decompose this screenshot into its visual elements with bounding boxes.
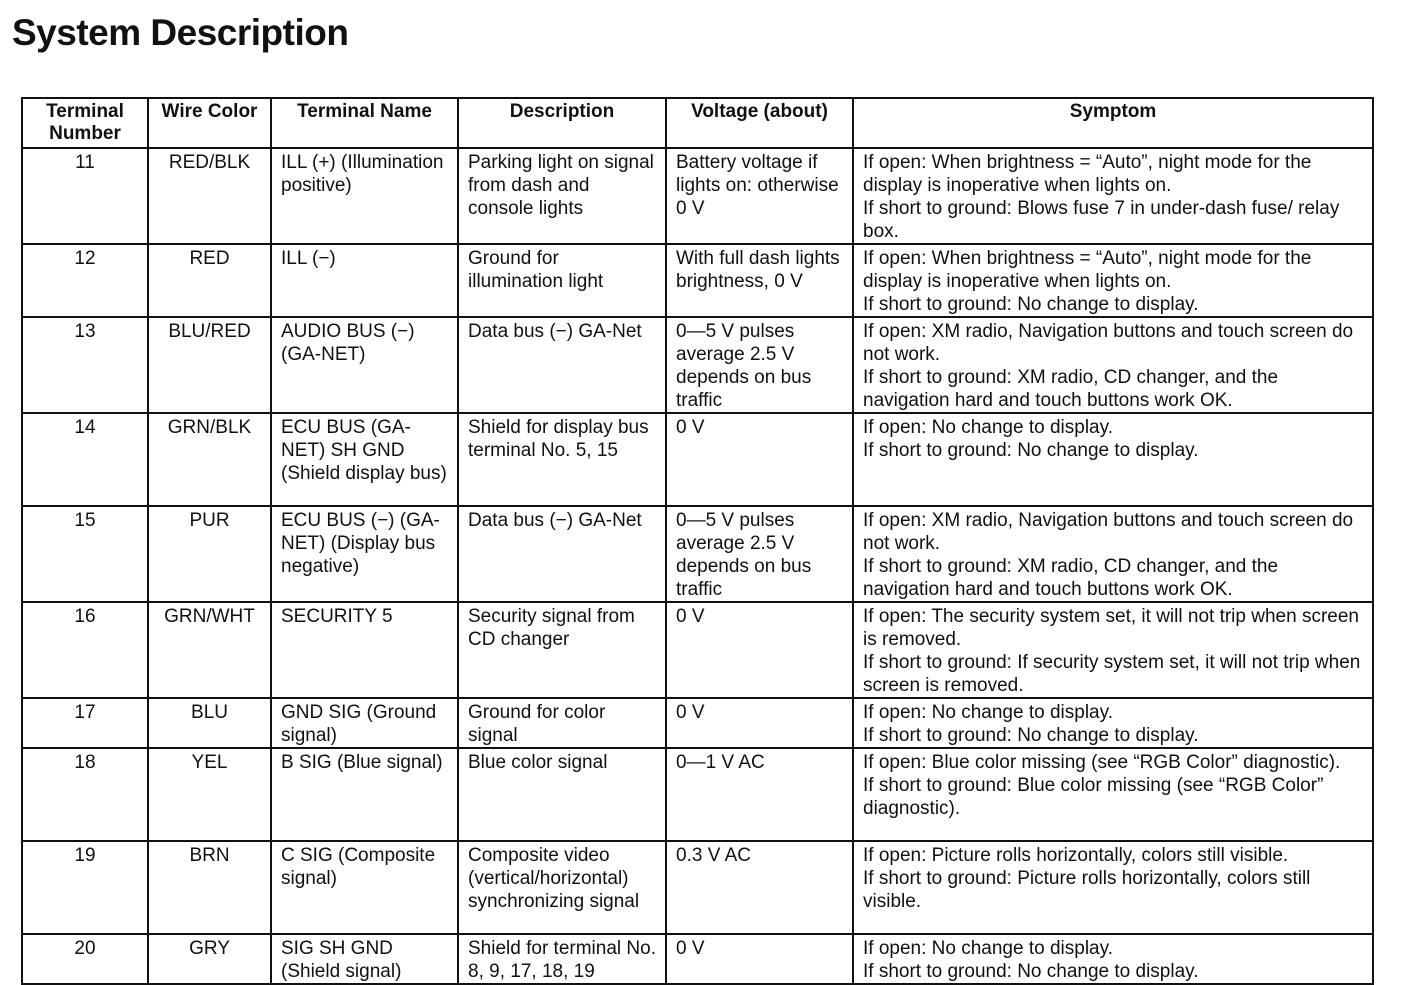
- terminal-name-cell: ILL (+) (Illumination positive): [271, 148, 458, 244]
- voltage-cell: 0—5 V pulses average 2.5 V depends on bus traffic: [666, 506, 853, 602]
- table-row: [22, 244, 1373, 317]
- symptom-cell: [853, 317, 1373, 413]
- symptom-if-short: If short to ground: Blows fuse 7 in under-dash fuse/ relay box.: [863, 198, 1340, 242]
- symptom-if-short: If short to ground: No change to display.: [863, 294, 1199, 315]
- voltage-cell: 0 V: [666, 602, 853, 698]
- terminal-number-cell: 14: [22, 413, 148, 506]
- symptom-if-open: If open: When brightness = “Auto”, night mode for the display is inoperative when lights on.: [863, 248, 1312, 292]
- symptom-if-open: If open: Picture rolls horizontally, colors still visible.: [863, 845, 1289, 866]
- symptom-if-open: If open: No change to display.: [863, 417, 1113, 438]
- symptom-if-open: If open: The security system set, it will not trip when screen is removed.: [863, 606, 1359, 650]
- terminal-name-cell: SIG SH GND (Shield signal): [271, 934, 458, 984]
- terminal-number-cell: 15: [22, 506, 148, 602]
- terminal-name-cell: ECU BUS (GA-NET) SH GND (Shield display bus): [271, 413, 458, 506]
- table-row: [22, 841, 1373, 934]
- header-voltage: Voltage (about): [666, 98, 853, 148]
- description-cell: Blue color signal: [458, 748, 666, 841]
- voltage-cell: 0 V: [666, 934, 853, 984]
- table-row: [22, 148, 1373, 244]
- symptom-if-short: If short to ground: Blue color missing (see “RGB Color” diagnostic).: [863, 775, 1324, 819]
- page-title: System Description: [12, 12, 349, 53]
- header-wire-color: Wire Color: [148, 98, 271, 148]
- description-cell: Data bus (−) GA-Net: [458, 506, 666, 602]
- description-cell: Composite video (vertical/horizontal) synchronizing signal: [458, 841, 666, 934]
- terminal-number-cell: 11: [22, 148, 148, 244]
- symptom-if-open: If open: XM radio, Navigation buttons and touch screen do not work.: [863, 510, 1354, 554]
- symptom-if-open: If open: No change to display.: [863, 702, 1113, 723]
- symptom-if-short: If short to ground: Picture rolls horizontally, colors still visible.: [863, 868, 1311, 912]
- symptom-cell: [853, 506, 1373, 602]
- wire-color-cell: BLU/RED: [148, 317, 271, 413]
- table-row: [22, 506, 1373, 602]
- wire-color-cell: RED/BLK: [148, 148, 271, 244]
- table-row: [22, 934, 1373, 984]
- wire-color-cell: GRN/WHT: [148, 602, 271, 698]
- voltage-cell: 0 V: [666, 413, 853, 506]
- voltage-cell: 0.3 V AC: [666, 841, 853, 934]
- terminal-number-cell: 20: [22, 934, 148, 984]
- symptom-cell: [853, 244, 1373, 317]
- terminal-number-cell: 19: [22, 841, 148, 934]
- description-cell: Shield for terminal No. 8, 9, 17, 18, 19: [458, 934, 666, 984]
- symptom-if-short: If short to ground: No change to display.: [863, 725, 1199, 746]
- terminal-name-cell: B SIG (Blue signal): [271, 748, 458, 841]
- symptom-cell: [853, 748, 1373, 841]
- voltage-cell: 0—1 V AC: [666, 748, 853, 841]
- description-cell: Data bus (−) GA-Net: [458, 317, 666, 413]
- terminal-name-cell: C SIG (Composite signal): [271, 841, 458, 934]
- wire-color-cell: GRY: [148, 934, 271, 984]
- symptom-cell: [853, 148, 1373, 244]
- symptom-cell: [853, 698, 1373, 748]
- symptom-if-short: If short to ground: If security system set, it will not trip when screen is removed.: [863, 652, 1361, 696]
- terminal-number-cell: 16: [22, 602, 148, 698]
- symptom-cell: [853, 602, 1373, 698]
- wire-color-cell: BLU: [148, 698, 271, 748]
- description-cell: Security signal from CD changer: [458, 602, 666, 698]
- terminal-number-cell: 12: [22, 244, 148, 317]
- description-cell: Parking light on signal from dash and console lights: [458, 148, 666, 244]
- wire-color-cell: PUR: [148, 506, 271, 602]
- symptom-cell: [853, 934, 1373, 984]
- description-cell: Ground for illumination light: [458, 244, 666, 317]
- terminal-name-cell: ILL (−): [271, 244, 458, 317]
- header-description: Description: [458, 98, 666, 148]
- symptom-if-short: If short to ground: No change to display.: [863, 440, 1199, 461]
- voltage-cell: 0 V: [666, 698, 853, 748]
- wire-color-cell: YEL: [148, 748, 271, 841]
- symptom-if-short: If short to ground: XM radio, CD changer, and the navigation hard and touch buttons work OK.: [863, 556, 1279, 600]
- symptom-if-short: If short to ground: No change to display.: [863, 961, 1199, 982]
- symptom-cell: [853, 413, 1373, 506]
- voltage-cell: Battery voltage if lights on: otherwise 0 V: [666, 148, 853, 244]
- wire-color-cell: GRN/BLK: [148, 413, 271, 506]
- terminal-name-cell: AUDIO BUS (−) (GA-NET): [271, 317, 458, 413]
- table-row: [22, 748, 1373, 841]
- terminal-name-cell: GND SIG (Ground signal): [271, 698, 458, 748]
- table-row: [22, 602, 1373, 698]
- description-cell: Ground for color signal: [458, 698, 666, 748]
- description-cell: Shield for display bus terminal No. 5, 15: [458, 413, 666, 506]
- terminal-number-cell: 18: [22, 748, 148, 841]
- terminal-number-cell: 17: [22, 698, 148, 748]
- table-row: [22, 698, 1373, 748]
- header-symptom: Symptom: [853, 98, 1373, 148]
- symptom-cell: [853, 841, 1373, 934]
- symptom-if-open: If open: XM radio, Navigation buttons and touch screen do not work.: [863, 321, 1354, 365]
- terminal-name-cell: SECURITY 5: [271, 602, 458, 698]
- terminal-number-cell: 13: [22, 317, 148, 413]
- symptom-if-open: If open: Blue color missing (see “RGB Color” diagnostic).: [863, 752, 1341, 773]
- system-description-table: [21, 97, 1374, 985]
- table-row: [22, 317, 1373, 413]
- voltage-cell: With full dash lights brightness, 0 V: [666, 244, 853, 317]
- wire-color-cell: BRN: [148, 841, 271, 934]
- header-terminal-name: Terminal Name: [271, 98, 458, 148]
- wire-color-cell: RED: [148, 244, 271, 317]
- symptom-if-open: If open: When brightness = “Auto”, night mode for the display is inoperative when lights on.: [863, 152, 1312, 196]
- symptom-if-short: If short to ground: XM radio, CD changer, and the navigation hard and touch buttons work OK.: [863, 367, 1279, 411]
- terminal-name-cell: ECU BUS (−) (GA-NET) (Display bus negative): [271, 506, 458, 602]
- table-header-row: [22, 98, 1373, 148]
- voltage-cell: 0—5 V pulses average 2.5 V depends on bus traffic: [666, 317, 853, 413]
- header-terminal-number: Terminal Number: [22, 98, 148, 148]
- symptom-if-open: If open: No change to display.: [863, 938, 1113, 959]
- table-row: [22, 413, 1373, 506]
